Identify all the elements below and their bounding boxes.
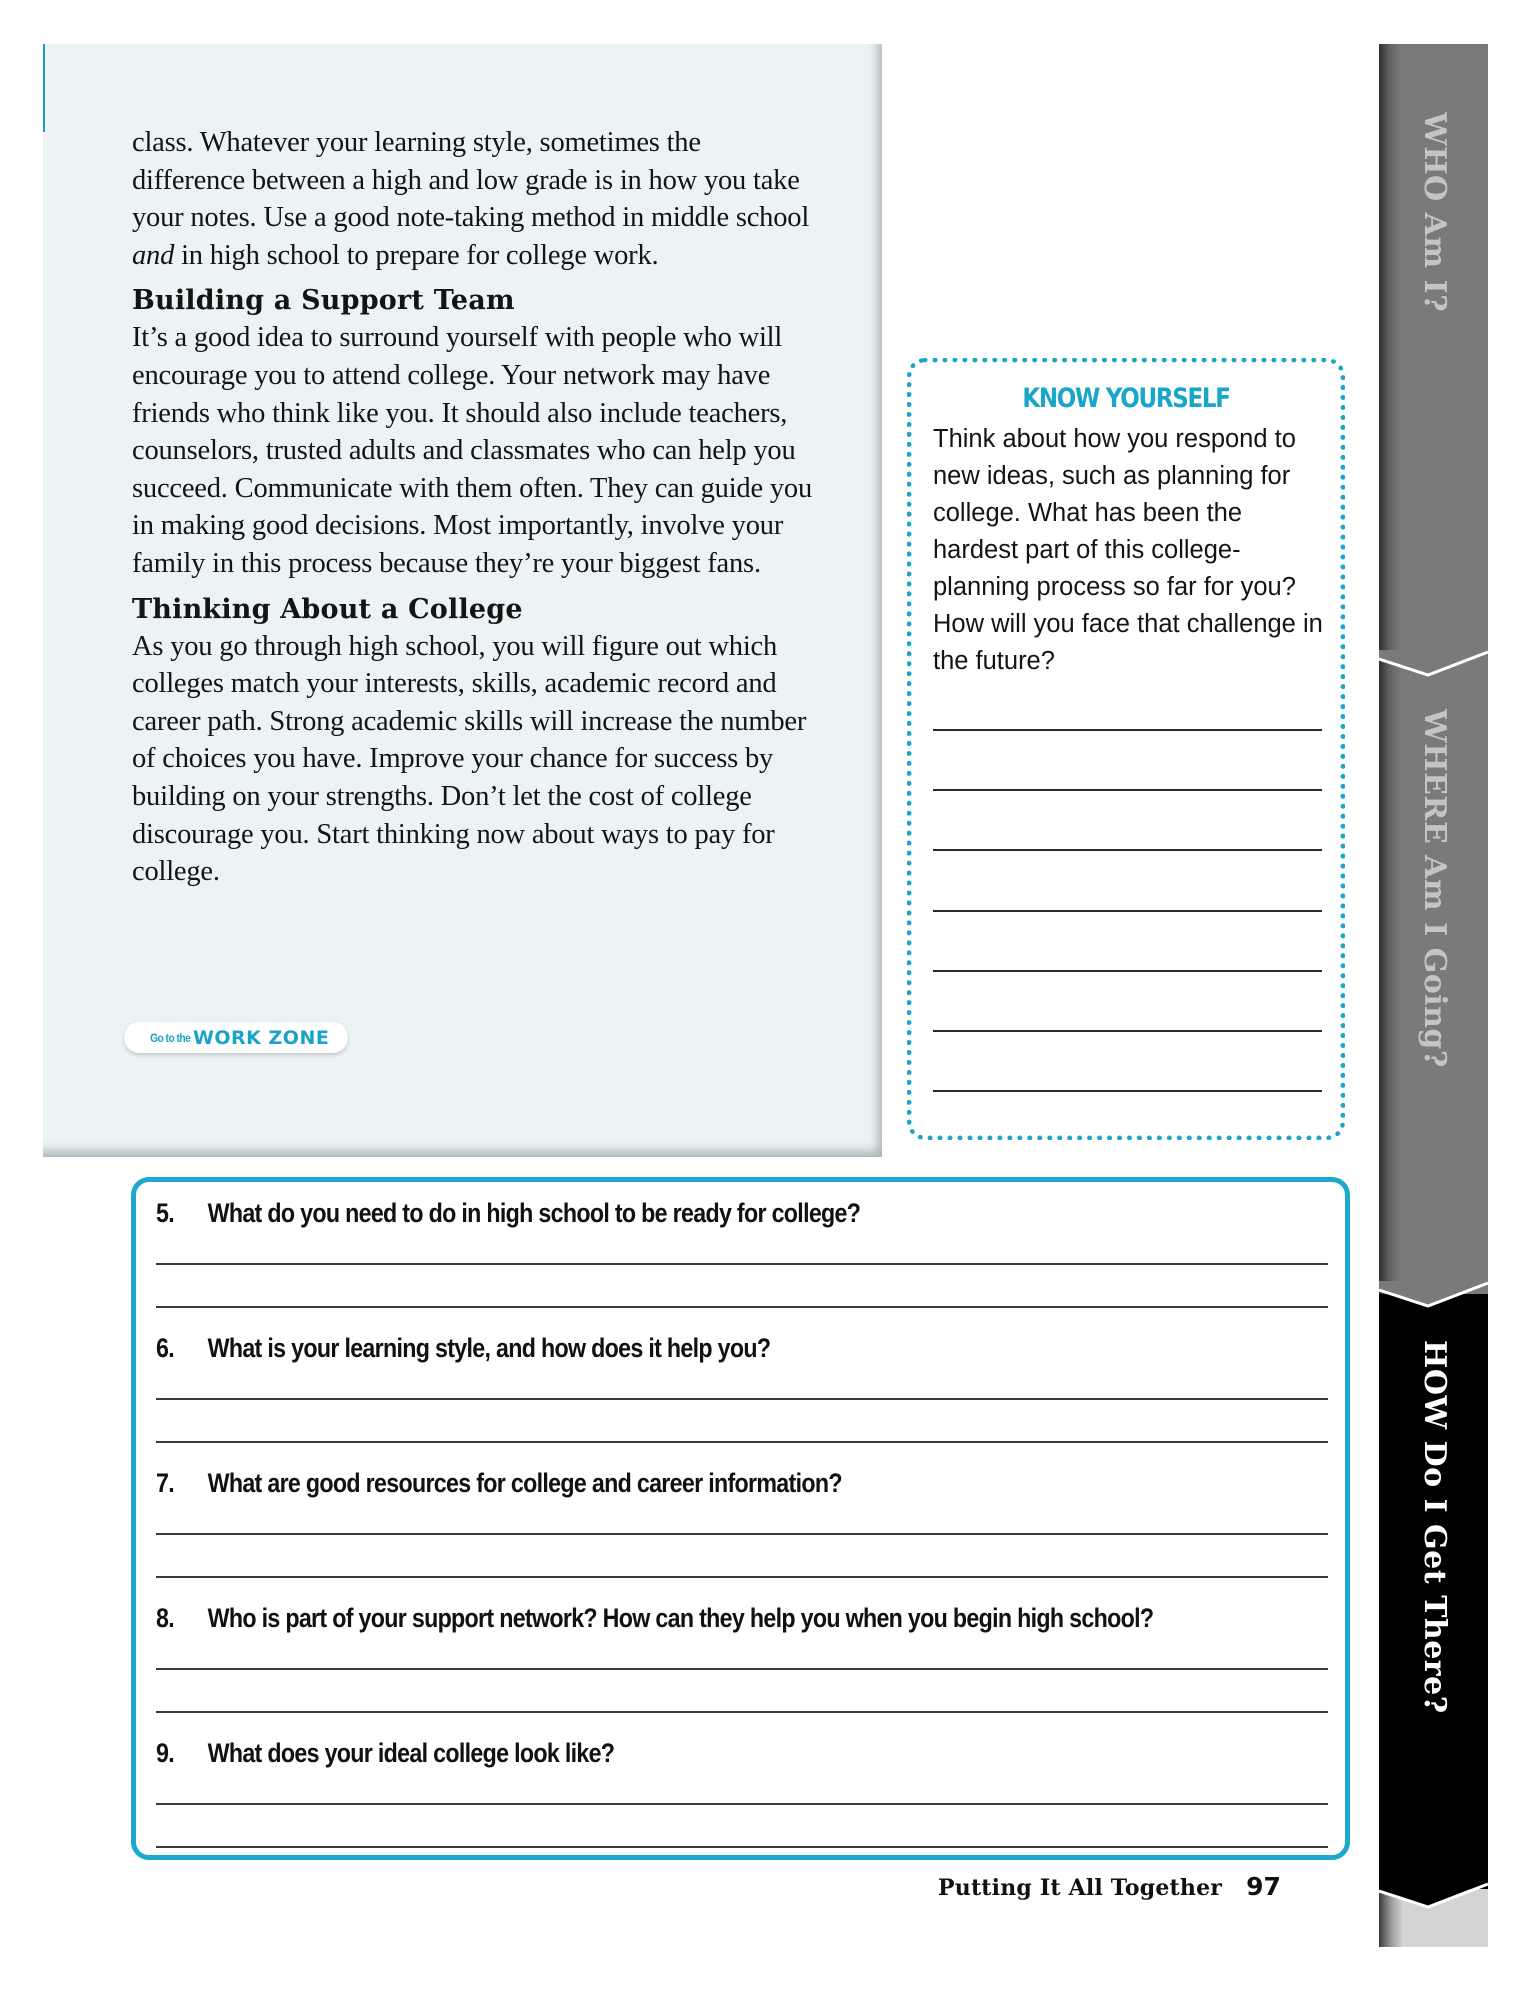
panel-accent-bar bbox=[43, 44, 45, 132]
tab-label: HOW Do I Get There? bbox=[1417, 1340, 1452, 1714]
answer-line[interactable] bbox=[933, 1090, 1322, 1092]
intro-emphasis: and bbox=[132, 239, 175, 271]
tab-who-am-i[interactable] bbox=[1379, 44, 1488, 670]
work-zone-prefix: Go to the bbox=[149, 1030, 190, 1045]
question-text: Who is part of your support network? How can they help you when you begin high school? bbox=[207, 1603, 1154, 1633]
question-item bbox=[156, 1468, 1162, 1499]
answer-line[interactable] bbox=[156, 1306, 1328, 1308]
answer-line[interactable] bbox=[156, 1576, 1328, 1578]
page-number: 97 bbox=[1246, 1872, 1281, 1901]
work-zone-button[interactable] bbox=[124, 1022, 348, 1053]
question-text: What do you need to do in high school to be ready for college? bbox=[207, 1198, 861, 1228]
know-yourself-title: KNOW YOURSELF bbox=[1022, 383, 1230, 414]
answer-line[interactable] bbox=[933, 970, 1322, 972]
tab-how-do-i-get-there[interactable] bbox=[1379, 1294, 1488, 1899]
answer-line[interactable] bbox=[156, 1846, 1328, 1848]
page-footer bbox=[938, 1872, 1318, 1901]
question-text: What is your learning style, and how does it help you? bbox=[207, 1333, 771, 1363]
section-heading-thinking-college: Thinking About a College bbox=[132, 593, 523, 625]
answer-line[interactable] bbox=[933, 789, 1322, 791]
answer-line[interactable] bbox=[933, 849, 1322, 851]
chevron-divider-icon bbox=[1379, 650, 1488, 680]
footer-title: Putting It All Together bbox=[938, 1875, 1223, 1901]
question-item bbox=[156, 1603, 1162, 1634]
know-yourself-prompt: Think about how you respond to new ideas, such as planning for college. What has been the hardest part of this college-planning process so far for you? How will you face that challenge in the future? bbox=[933, 425, 1323, 675]
section-heading-support-team: Building a Support Team bbox=[132, 285, 515, 317]
section-body-thinking-college: As you go through high school, you will figure out which colleges match your interests, skills, academic record and career path. Strong academic skills will increase the number of choices you have. Improve your chance for success by building on your strengths. Don’t let the cost of college discourage you. Start thinking now about ways to pay for college. bbox=[132, 630, 807, 888]
answer-line[interactable] bbox=[156, 1441, 1328, 1443]
intro-paragraph bbox=[132, 124, 812, 274]
know-yourself-box bbox=[907, 358, 1345, 1140]
answer-line[interactable] bbox=[156, 1398, 1328, 1400]
question-item bbox=[156, 1333, 1162, 1364]
question-item bbox=[156, 1198, 1162, 1229]
question-number: 7. bbox=[156, 1468, 174, 1498]
tab-label: WHERE Am I Going? bbox=[1417, 709, 1452, 1068]
question-text: What are good resources for college and career information? bbox=[207, 1468, 842, 1498]
answer-line[interactable] bbox=[933, 1030, 1322, 1032]
questions-box bbox=[131, 1177, 1350, 1860]
question-number: 6. bbox=[156, 1333, 174, 1363]
section-body-support-team: It’s a good idea to surround yourself with people who will encourage you to attend college. Your network may have friends who think like you. It should also include teachers, counselors, trusted adults and classmates who can help you succeed. Communicate with them often. They can guide you in making good decisions. Most importantly, involve your family in this process because they’re your biggest fans. bbox=[132, 322, 812, 579]
answer-line[interactable] bbox=[933, 729, 1322, 731]
answer-line[interactable] bbox=[156, 1263, 1328, 1265]
chevron-divider-icon bbox=[1379, 1882, 1488, 1912]
answer-line[interactable] bbox=[156, 1533, 1328, 1535]
answer-line[interactable] bbox=[156, 1711, 1328, 1713]
question-number: 9. bbox=[156, 1738, 174, 1768]
question-text: What does your ideal college look like? bbox=[207, 1738, 615, 1768]
answer-line[interactable] bbox=[156, 1803, 1328, 1805]
panel-body bbox=[132, 124, 812, 891]
question-item bbox=[156, 1738, 1162, 1769]
intro-text-end: in high school to prepare for college work. bbox=[174, 239, 659, 271]
question-number: 8. bbox=[156, 1603, 174, 1633]
work-zone-label: WORK ZONE bbox=[192, 1026, 330, 1049]
answer-line[interactable] bbox=[156, 1668, 1328, 1670]
answer-line[interactable] bbox=[933, 910, 1322, 912]
section-tabs bbox=[1379, 44, 1488, 1947]
intro-text: class. Whatever your learning style, sometimes the difference between a high and low grade is in how you take your notes. Use a good note-taking method in middle school bbox=[132, 127, 810, 234]
chevron-divider-icon bbox=[1379, 1281, 1488, 1311]
question-number: 5. bbox=[156, 1198, 174, 1228]
tab-label: WHO Am I? bbox=[1417, 112, 1452, 313]
tab-where-am-i-going[interactable] bbox=[1379, 670, 1488, 1310]
